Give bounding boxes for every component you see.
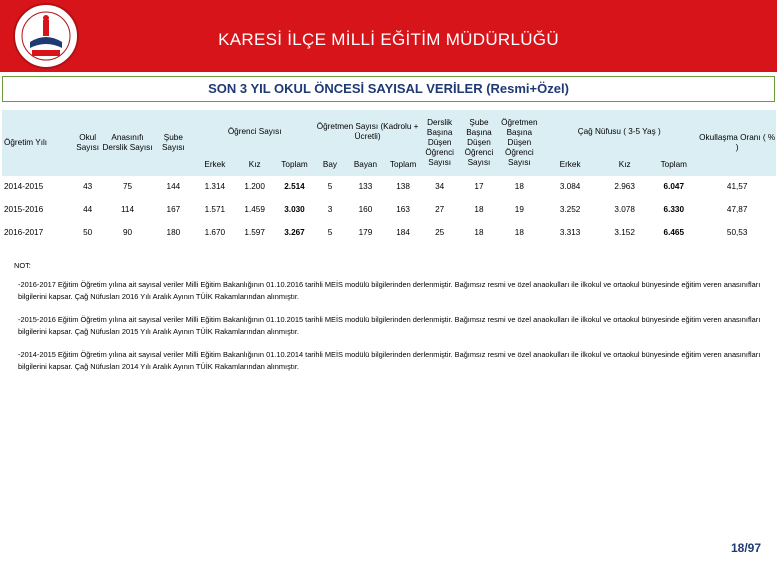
col-teacher-total: Toplam [386,154,420,176]
col-students: Öğrenci Sayısı [194,110,315,154]
cell-classrooms: 90 [102,222,152,245]
cell-per-teacher: 18 [499,222,540,245]
cell-pop-male: 3.252 [540,199,600,222]
col-per-classroom: Derslik Başına Düşen Öğrenci Sayısı [420,110,459,176]
cell-year: 2016-2017 [2,222,73,245]
cell-rate: 50,53 [698,222,776,245]
col-per-teacher: Öğretmen Başına Düşen Öğrenci Sayısı [499,110,540,176]
cell-teacher-total: 184 [386,222,420,245]
cell-student-total: 3.030 [274,199,315,222]
cell-per-classroom: 25 [420,222,459,245]
cell-student-total: 3.267 [274,222,315,245]
cell-pop-female: 3.152 [600,222,649,245]
cell-pop-total: 6.330 [649,199,698,222]
cell-schools: 50 [73,222,102,245]
cell-teacher-total: 163 [386,199,420,222]
cell-pop-total: 6.465 [649,222,698,245]
cell-teacher-total: 138 [386,176,420,199]
cell-per-branch: 18 [459,222,498,245]
col-teacher-female: Bayan [345,154,386,176]
cell-pop-total: 6.047 [649,176,698,199]
note-2015-2016: -2015-2016 Eğitim Öğretim yılına ait sayısal veriler Milli Eğitim Bakanlığının 01.10.2015 tarihli MEİS modülü bilgilerinden derlenmiştir. Bağımsız resmi ve özel anaokulları ile ilkokul ve ortaokul bünyesinde eğitim veren anasınıfları bilgilerini kapsar. Çağ Nüfusları 2015 Yılı Aralık Ayının TÜİK Rakamlarından alınmıştır. [18,315,761,336]
header-banner [0,0,777,72]
cell-teacher-male: 5 [315,176,344,199]
cell-classrooms: 114 [102,199,152,222]
col-pop-female: Kız [600,154,649,176]
col-schooling-rate: Okullaşma Oranı ( % ) [698,110,776,176]
subtitle-box [2,76,775,102]
cell-classrooms: 75 [102,176,152,199]
cell-student-male: 1.314 [194,176,235,199]
col-teachers: Öğretmen Sayısı (Kadrolu + Ücretli) [315,110,420,154]
cell-rate: 41,57 [698,176,776,199]
col-age-population: Çağ Nüfusu ( 3-5 Yaş ) [540,110,698,154]
cell-teacher-female: 179 [345,222,386,245]
cell-student-female: 1.597 [236,222,274,245]
cell-schools: 43 [73,176,102,199]
table-row [2,222,776,245]
cell-per-branch: 18 [459,199,498,222]
cell-teacher-male: 5 [315,222,344,245]
cell-per-branch: 17 [459,176,498,199]
col-branches: Şube Sayısı [153,110,194,176]
col-per-branch: Şube Başına Düşen Öğrenci Sayısı [459,110,498,176]
cell-student-male: 1.571 [194,199,235,222]
cell-pop-female: 2.963 [600,176,649,199]
col-pop-male: Erkek [540,154,600,176]
cell-teacher-female: 160 [345,199,386,222]
cell-per-teacher: 18 [499,176,540,199]
cell-schools: 44 [73,199,102,222]
cell-student-female: 1.200 [236,176,274,199]
cell-branches: 167 [153,199,194,222]
cell-teacher-male: 3 [315,199,344,222]
cell-branches: 180 [153,222,194,245]
notes-label: NOT: [14,261,31,270]
col-pop-total: Toplam [649,154,698,176]
cell-pop-male: 3.313 [540,222,600,245]
cell-student-female: 1.459 [236,199,274,222]
col-year: Öğretim Yılı [2,110,73,176]
table-row [2,176,776,199]
page-number: 18/97 [730,541,761,555]
col-student-female: Kız [236,154,274,176]
cell-pop-male: 3.084 [540,176,600,199]
cell-per-teacher: 19 [499,199,540,222]
col-student-male: Erkek [194,154,235,176]
cell-student-male: 1.670 [194,222,235,245]
cell-per-classroom: 27 [420,199,459,222]
cell-branches: 144 [153,176,194,199]
col-schools: Okul Sayısı [73,110,102,176]
cell-student-total: 2.514 [274,176,315,199]
col-classrooms: Anasınıfı Derslik Sayısı [102,110,152,176]
page-subtitle: SON 3 YIL OKUL ÖNCESİ SAYISAL VERİLER (Resmi+Özel) [208,81,569,96]
notes-section [14,260,766,384]
cell-rate: 47,87 [698,199,776,222]
header-title: KARESİ İLÇE MİLLİ EĞİTİM MÜDÜRLÜĞÜ [218,30,559,49]
cell-per-classroom: 34 [420,176,459,199]
col-teacher-male: Bay [315,154,344,176]
table-row [2,199,776,222]
statistics-table [2,110,776,245]
cell-year: 2015-2016 [2,199,73,222]
col-student-total: Toplam [274,154,315,176]
note-2014-2015: -2014-2015 Eğitim Öğretim yılına ait sayısal veriler Milli Eğitim Bakanlığının 01.10.2014 tarihli MEİS modülü bilgilerinden derlenmiştir. Bağımsız resmi ve özel anaokulları ile ilkokul ve ortaokul bünyesinde eğitim veren anasınıfları bilgilerini kapsar. Çağ Nüfusları 2014 Yılı Aralık Ayının TÜİK Rakamlarından alınmıştır. [18,350,761,371]
note-2016-2017: -2016-2017 Eğitim Öğretim yılına ait sayısal veriler Milli Eğitim Bakanlığının 01.10.2016 tarihli MEİS modülü bilgilerinden derlenmiştir. Bağımsız resmi ve özel anaokulları ile ilkokul ve ortaokul bünyesinde eğitim veren anasınıfları bilgilerini kapsar. Çağ Nüfusları 2016 Yılı Aralık Ayının TÜİK Rakamlarından alınmıştır. [18,280,761,301]
cell-year: 2014-2015 [2,176,73,199]
cell-teacher-female: 133 [345,176,386,199]
cell-pop-female: 3.078 [600,199,649,222]
